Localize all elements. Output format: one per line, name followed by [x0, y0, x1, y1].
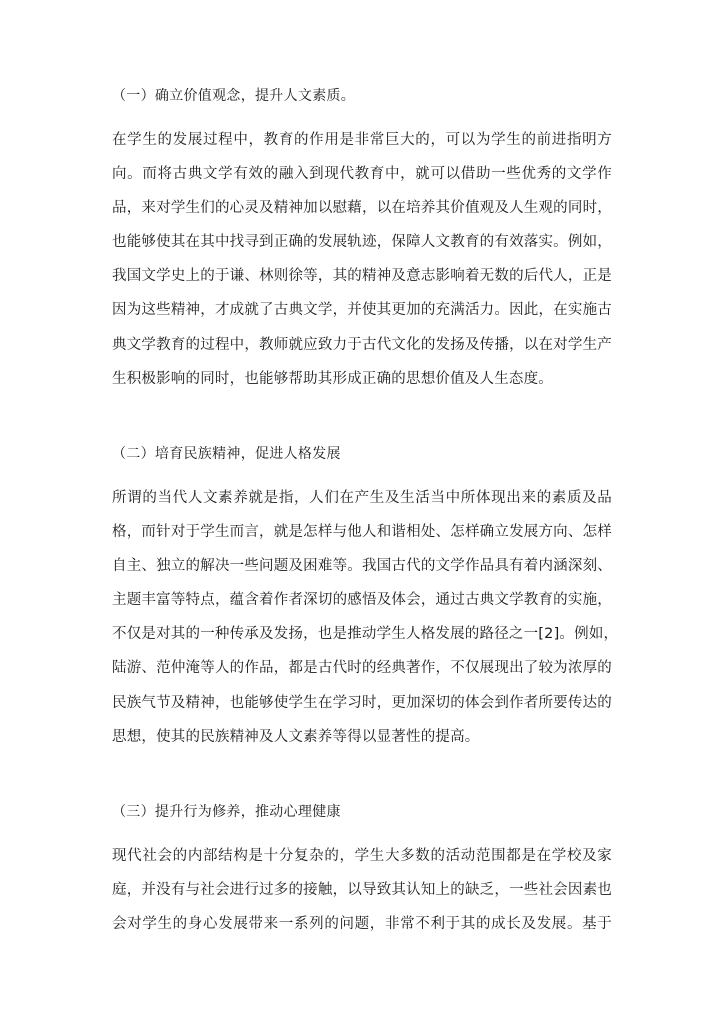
paragraph-line: 自主、独立的解决一些问题及困难等。我国古代的文学作品具有着内涵深刻、	[112, 558, 612, 575]
paragraph-line: 不仅是对其的一种传承及发扬，也是推动学生人格发展的路径之一[2]。例如，	[112, 626, 619, 643]
paragraph-line: 现代社会的内部结构是十分复杂的，学生大多数的活动范围都是在学校及家	[112, 848, 612, 864]
paragraph-line: 主题丰富等特点，蕴含着作者深切的感悟及体会，通过古典文学教育的实施，	[112, 592, 612, 609]
section-heading-2: （二）培育民族精神，促进人格发展	[112, 446, 341, 462]
section-heading-3: （三）提升行为修养，推动心理健康	[112, 804, 341, 820]
paragraph-line: 所谓的当代人文素养就是指，人们在产生及生活当中所体现出来的素质及品	[112, 490, 612, 506]
section-paragraph-3	[112, 846, 612, 948]
paragraph-line: 品，来对学生们的心灵及精神加以慰藉，以在培养其价值观及人生观的同时，	[112, 200, 612, 217]
paragraph-line: 生积极影响的同时，也能够帮助其形成正确的思想价值及人生态度。	[112, 370, 553, 387]
paragraph-line: 思想，使其的民族精神及人文素养等得以显著性的提高。	[112, 728, 480, 745]
section-paragraph-1	[112, 130, 612, 403]
paragraph-line: 向。而将古典文学有效的融入到现代教育中，就可以借助一些优秀的文学作	[112, 166, 612, 183]
paragraph-line: 因为这些精神，才成就了古典文学，并使其更加的充满活力。因此，在实施古	[112, 302, 612, 319]
section-paragraph-2	[112, 488, 619, 761]
paragraph-line: 庭，并没有与社会进行过多的接触，以导致其认知上的缺乏，一些社会因素也	[112, 882, 612, 899]
paragraph-line: 典文学教育的过程中，教师就应致力于古代文化的发扬及传播，以在对学生产	[112, 336, 612, 353]
paragraph-line: 民族气节及精神，也能够使学生在学习时，更加深切的体会到作者所要传达的	[112, 694, 612, 711]
paragraph-line: 也能够使其在其中找寻到正确的发展轨迹，保障人文教育的有效落实。例如，	[112, 234, 612, 251]
paragraph-line: 我国文学史上的于谦、林则徐等，其的精神及意志影响着无数的后代人，正是	[112, 268, 612, 285]
paragraph-line: 陆游、范仲淹等人的作品，都是古代时的经典著作，不仅展现出了较为浓厚的	[112, 660, 612, 677]
paragraph-line: 格，而针对于学生而言，就是怎样与他人和谐相处、怎样确立发展方向、怎样	[112, 524, 612, 541]
section-heading-1: （一）确立价值观念，提升人文素质。	[112, 88, 356, 104]
paragraph-line: 会对学生的身心发展带来一系列的问题，非常不利于其的成长及发展。基于	[112, 916, 612, 933]
paragraph-line: 在学生的发展过程中，教育的作用是非常巨大的，可以为学生的前进指明方	[112, 132, 612, 148]
